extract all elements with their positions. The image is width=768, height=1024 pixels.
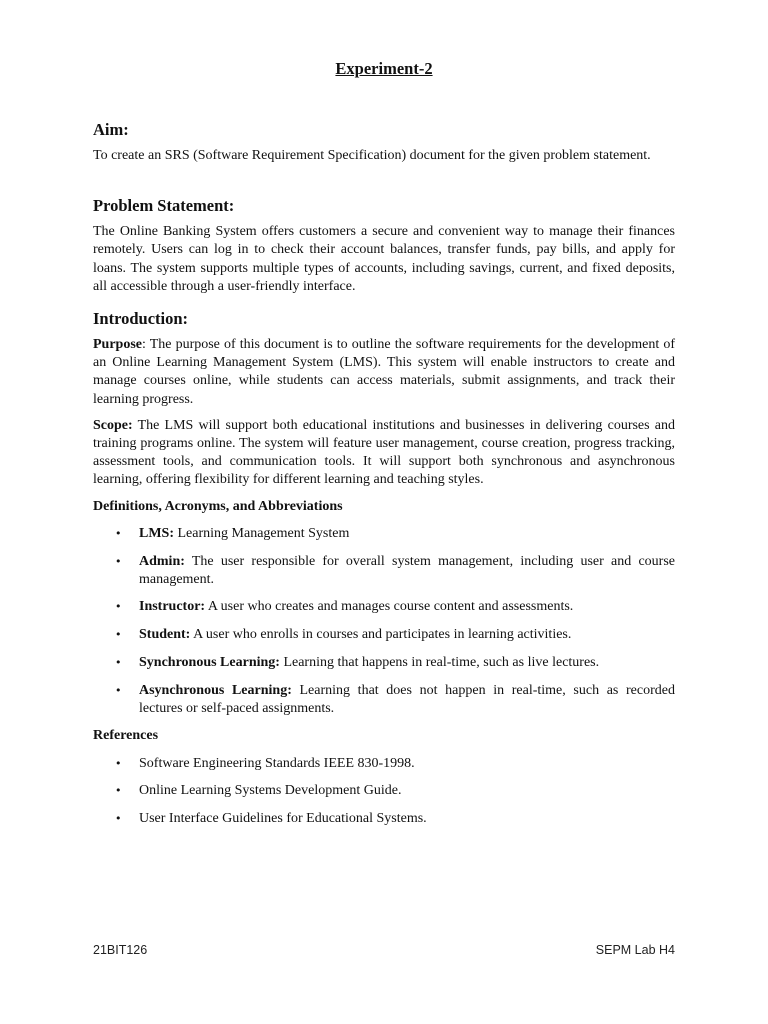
scope-label: Scope: bbox=[93, 417, 133, 433]
definition-desc: A user who creates and manages course content and assessments. bbox=[205, 599, 574, 615]
definition-term: Instructor: bbox=[139, 599, 206, 615]
definition-desc: Learning Management System bbox=[174, 525, 350, 541]
footer-roll-number: 21BIT126 bbox=[93, 943, 148, 957]
page-title: Experiment-2 bbox=[335, 59, 433, 78]
problem-statement-heading: Problem Statement: bbox=[93, 196, 235, 216]
introduction-heading: Introduction: bbox=[93, 309, 189, 329]
bullet-icon: • bbox=[115, 683, 122, 697]
document-page bbox=[93, 58, 675, 838]
aim-heading: Aim: bbox=[93, 120, 129, 139]
footer-course-label: SEPM Lab H4 bbox=[595, 943, 675, 957]
scope-paragraph bbox=[93, 417, 675, 490]
definition-desc: A user who enrolls in courses and participates in learning activities. bbox=[190, 627, 572, 643]
scope-text: The LMS will support both educational institutions and businesses in delivering courses and training programs online. The system will feature user management, course creation, progress tracking, assessment tools, and communication tools. It will support both synchronous and asynchronous learning, offering flexibility for different learning and teaching styles. bbox=[93, 417, 675, 488]
bullet-icon: • bbox=[115, 628, 122, 642]
definition-term: Synchronous Learning: bbox=[139, 654, 280, 670]
bullet-icon: • bbox=[115, 554, 122, 568]
references-heading: References bbox=[93, 728, 159, 744]
bullet-icon: • bbox=[115, 655, 122, 669]
definition-term: Admin: bbox=[139, 553, 185, 569]
aim-text: To create an SRS (Software Requirement Specification) document for the given problem statement. bbox=[93, 148, 651, 163]
reference-text: User Interface Guidelines for Educational Systems. bbox=[139, 811, 427, 827]
bullet-icon: • bbox=[115, 600, 122, 614]
definition-term: Student: bbox=[139, 627, 191, 643]
definition-term: Asynchronous Learning: bbox=[139, 682, 292, 698]
reference-text: Online Learning Systems Development Guide. bbox=[139, 783, 402, 799]
bullet-icon: • bbox=[115, 812, 122, 826]
list-item bbox=[93, 525, 675, 543]
list-item bbox=[93, 598, 675, 616]
list-item bbox=[93, 626, 675, 644]
definitions-list bbox=[93, 525, 675, 718]
list-item bbox=[93, 782, 675, 800]
definition-term: LMS: bbox=[139, 525, 174, 541]
list-item bbox=[93, 755, 675, 773]
list-item bbox=[93, 810, 675, 828]
definition-desc: The user responsible for overall system management, including user and course management. bbox=[139, 553, 675, 587]
purpose-label: Purpose bbox=[93, 337, 142, 353]
list-item bbox=[93, 682, 675, 718]
purpose-paragraph bbox=[93, 336, 675, 409]
problem-statement-text: The Online Banking System offers customers a secure and convenient way to manage their finances remotely. Users can log in to check their account balances, transfer funds, pay bills, and apply for loans. The system supports multiple types of accounts, including savings, current, and fixed deposits, all accessible through a user-friendly interface. bbox=[93, 224, 675, 294]
purpose-text: : The purpose of this document is to outline the software requirements for the development of an Online Learning Management System (LMS). This system will enable instructors to create and manage courses online, while students can access materials, submit assignments, and track their learning progress. bbox=[93, 337, 675, 407]
definition-desc: Learning that does not happen in real-time, such as recorded lectures or self-paced assignments. bbox=[139, 682, 675, 716]
list-item bbox=[93, 654, 675, 672]
references-list bbox=[93, 755, 675, 829]
bullet-icon: • bbox=[115, 526, 122, 540]
definition-desc: Learning that happens in real-time, such as live lectures. bbox=[279, 654, 600, 670]
definitions-heading: Definitions, Acronyms, and Abbreviations bbox=[93, 498, 343, 514]
list-item bbox=[93, 553, 675, 589]
reference-text: Software Engineering Standards IEEE 830-1998. bbox=[139, 755, 415, 771]
bullet-icon: • bbox=[115, 784, 122, 798]
bullet-icon: • bbox=[115, 756, 122, 770]
